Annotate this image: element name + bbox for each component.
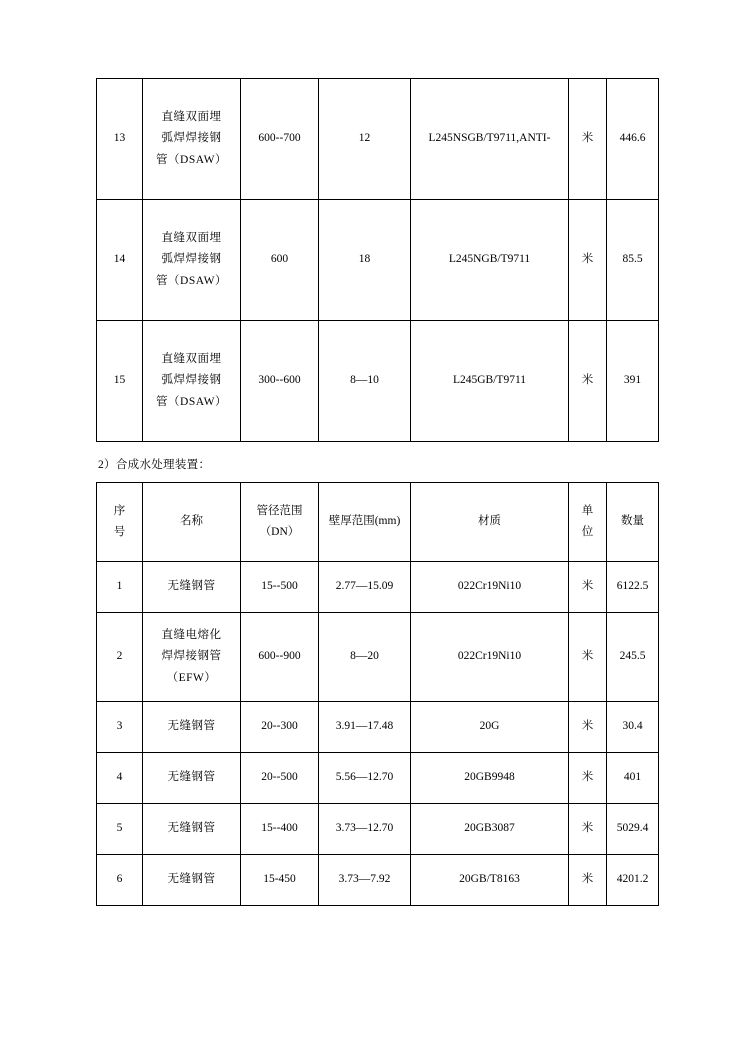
name-line: 管（DSAW） [156, 274, 227, 287]
header-line: 号 [113, 526, 126, 538]
cell-unit: 米 [569, 613, 607, 702]
cell-quantity: 446.6 [607, 79, 659, 200]
cell-unit: 米 [569, 79, 607, 200]
cell-thickness: 8—20 [319, 613, 411, 702]
cell-thickness: 5.56—12.70 [319, 753, 411, 804]
name-line: 管（DSAW） [156, 153, 227, 166]
cell-thickness: 3.73—7.92 [319, 855, 411, 906]
cell-quantity: 391 [607, 321, 659, 442]
cell-material: 20G [411, 702, 569, 753]
cell-diameter: 20--300 [241, 702, 319, 753]
name-line: 直缝电熔化 [161, 629, 222, 642]
cell-quantity: 6122.5 [607, 562, 659, 613]
table-row [97, 200, 659, 321]
cell-no: 14 [97, 200, 143, 321]
header-material: 材质 [411, 483, 569, 562]
table-header-row [97, 483, 659, 562]
cell-diameter: 300--600 [241, 321, 319, 442]
table-row [97, 613, 659, 702]
cell-diameter: 15--400 [241, 804, 319, 855]
cell-no: 13 [97, 79, 143, 200]
cell-unit: 米 [569, 804, 607, 855]
cell-no: 15 [97, 321, 143, 442]
cell-unit: 米 [569, 855, 607, 906]
cell-thickness: 3.73—12.70 [319, 804, 411, 855]
cell-name: 无缝钢管 [143, 804, 241, 855]
cell-quantity: 401 [607, 753, 659, 804]
cell-name [143, 321, 241, 442]
table-row [97, 321, 659, 442]
cell-material: 20GB/T8163 [411, 855, 569, 906]
cell-diameter: 600 [241, 200, 319, 321]
cell-name: 无缝钢管 [143, 702, 241, 753]
name-line: 直缝双面埋 [161, 353, 222, 366]
cell-unit: 米 [569, 702, 607, 753]
cell-unit: 米 [569, 562, 607, 613]
name-line: 直缝双面埋 [161, 232, 222, 245]
header-quantity: 数量 [607, 483, 659, 562]
cell-diameter: 600--700 [241, 79, 319, 200]
cell-material: 022Cr19Ni10 [411, 562, 569, 613]
name-line: 焊焊接钢管 [161, 650, 222, 663]
header-diameter [241, 483, 319, 562]
name-line: 直缝双面埋 [161, 111, 222, 124]
cell-diameter: 20--500 [241, 753, 319, 804]
cell-quantity: 245.5 [607, 613, 659, 702]
water-treatment-pipe-table [96, 482, 659, 906]
cell-material: L245NGB/T9711 [411, 200, 569, 321]
header-line: （DN） [259, 526, 300, 538]
table-row [97, 753, 659, 804]
cell-no: 6 [97, 855, 143, 906]
pipe-spec-table-continued [96, 78, 659, 442]
header-no [97, 483, 143, 562]
header-line: 管径范围 [256, 504, 303, 517]
cell-unit: 米 [569, 321, 607, 442]
header-line: 序 [113, 504, 126, 517]
cell-material: 20GB3087 [411, 804, 569, 855]
header-thickness: 壁厚范围(mm) [319, 483, 411, 562]
cell-name [143, 613, 241, 702]
cell-no: 3 [97, 702, 143, 753]
section-label: 2）合成水处理装置： [98, 459, 211, 471]
cell-unit: 米 [569, 753, 607, 804]
cell-thickness: 12 [319, 79, 411, 200]
cell-no: 5 [97, 804, 143, 855]
cell-diameter: 15--500 [241, 562, 319, 613]
cell-material: 20GB9948 [411, 753, 569, 804]
cell-name [143, 200, 241, 321]
cell-thickness: 18 [319, 200, 411, 321]
table-row [97, 79, 659, 200]
table-row [97, 804, 659, 855]
header-name: 名称 [143, 483, 241, 562]
cell-quantity: 85.5 [607, 200, 659, 321]
name-line: 弧焊焊接钢 [161, 132, 222, 145]
cell-thickness: 3.91—17.48 [319, 702, 411, 753]
name-line: 弧焊焊接钢 [161, 374, 222, 387]
name-line: 管（DSAW） [156, 395, 227, 408]
header-line: 单 [581, 504, 594, 517]
cell-no: 2 [97, 613, 143, 702]
cell-diameter: 600--900 [241, 613, 319, 702]
cell-name [143, 79, 241, 200]
cell-diameter: 15-450 [241, 855, 319, 906]
header-line: 位 [581, 526, 594, 538]
cell-material: L245NSGB/T9711,ANTI- [411, 79, 569, 200]
table-row [97, 702, 659, 753]
cell-no: 1 [97, 562, 143, 613]
cell-unit: 米 [569, 200, 607, 321]
name-line: （EFW） [166, 671, 217, 684]
cell-name: 无缝钢管 [143, 753, 241, 804]
cell-material: 022Cr19Ni10 [411, 613, 569, 702]
cell-quantity: 30.4 [607, 702, 659, 753]
cell-quantity: 4201.2 [607, 855, 659, 906]
table-row [97, 562, 659, 613]
cell-material: L245GB/T9711 [411, 321, 569, 442]
header-unit [569, 483, 607, 562]
table-row [97, 855, 659, 906]
cell-no: 4 [97, 753, 143, 804]
name-line: 弧焊焊接钢 [161, 253, 222, 266]
cell-name: 无缝钢管 [143, 855, 241, 906]
cell-thickness: 2.77—15.09 [319, 562, 411, 613]
cell-name: 无缝钢管 [143, 562, 241, 613]
cell-thickness: 8—10 [319, 321, 411, 442]
cell-quantity: 5029.4 [607, 804, 659, 855]
